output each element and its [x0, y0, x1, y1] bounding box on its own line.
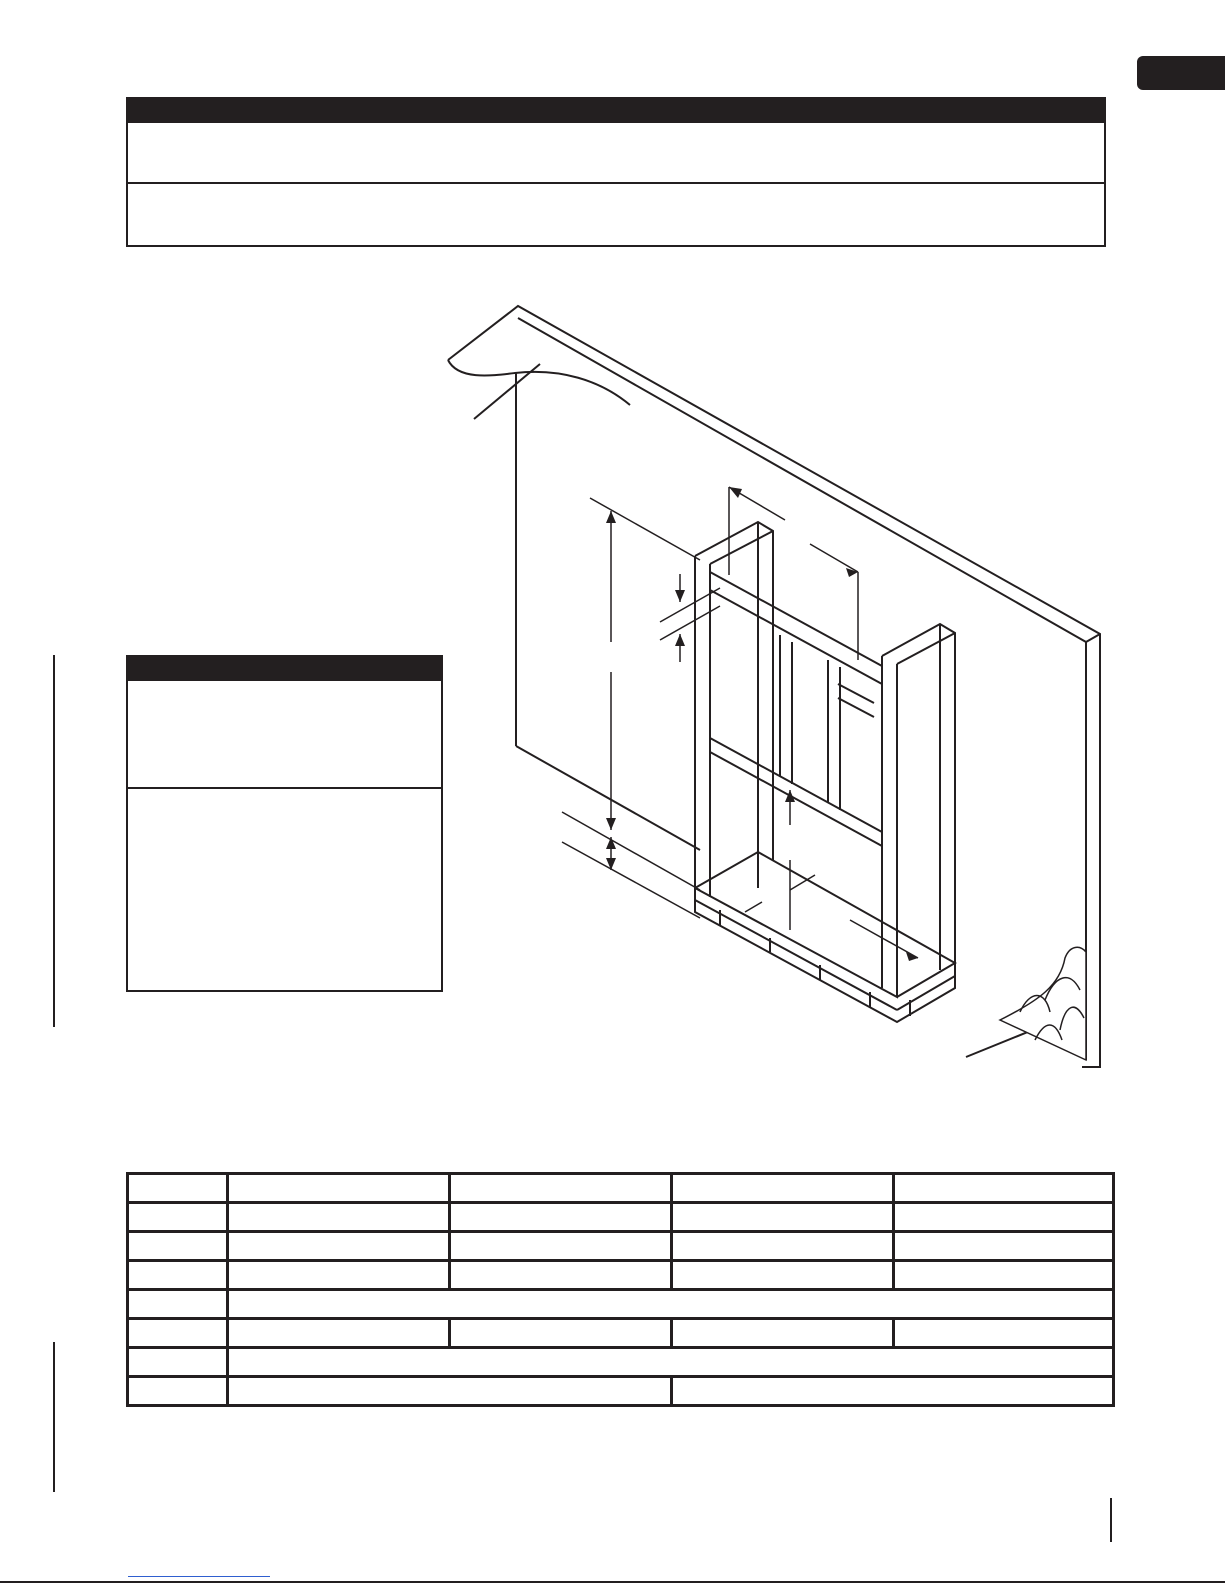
- dimension-table: [126, 1172, 1115, 1407]
- table-cell: [672, 1377, 1114, 1406]
- note-section-2: [128, 787, 441, 987]
- note-box: [126, 655, 443, 992]
- table-cell: [672, 1232, 894, 1261]
- warning-header-bar: [128, 99, 1104, 121]
- warning-section-1: [128, 121, 1104, 182]
- table-cell: [128, 1174, 228, 1203]
- table-cell: [894, 1232, 1114, 1261]
- table-row: [128, 1290, 1114, 1319]
- table-cell: [672, 1261, 894, 1290]
- table-cell: [128, 1261, 228, 1290]
- table-row: [128, 1377, 1114, 1406]
- leader-lines: [474, 364, 1045, 1057]
- table-row: [128, 1232, 1114, 1261]
- table-cell: [228, 1174, 450, 1203]
- note-header-bar: [128, 657, 441, 679]
- table-cell: [228, 1290, 1114, 1319]
- table-cell: [672, 1203, 894, 1232]
- table-cell: [894, 1261, 1114, 1290]
- revision-bar-lower: [53, 1342, 55, 1492]
- table-cell: [228, 1261, 450, 1290]
- revision-bar-upper: [53, 655, 55, 1027]
- table-cell: [128, 1290, 228, 1319]
- table-cell: [228, 1319, 450, 1348]
- dimension-lines: [562, 487, 918, 958]
- language-tab[interactable]: [1137, 56, 1225, 90]
- footer-link[interactable]: [128, 1576, 270, 1577]
- table-cell: [672, 1174, 894, 1203]
- table-cell: [450, 1232, 672, 1261]
- insulation-cutaway: [1000, 947, 1086, 1060]
- dimension-arrowheads: [606, 487, 918, 961]
- framing-enclosure: [695, 522, 955, 997]
- framing-diagram: [430, 295, 1120, 1095]
- table-cell: [450, 1261, 672, 1290]
- table-cell: [128, 1319, 228, 1348]
- table-cell: [228, 1348, 1114, 1377]
- table-cell: [128, 1377, 228, 1406]
- table-cell: [450, 1203, 672, 1232]
- note-section-1: [128, 679, 441, 787]
- table-cell: [672, 1319, 894, 1348]
- table-cell: [228, 1232, 450, 1261]
- table-cell: [128, 1203, 228, 1232]
- page-number-rule: [1110, 1498, 1112, 1542]
- table-row: [128, 1348, 1114, 1377]
- table-cell: [128, 1348, 228, 1377]
- table-row: [128, 1261, 1114, 1290]
- table-cell: [450, 1174, 672, 1203]
- base-platform: [695, 852, 955, 1022]
- table-row: [128, 1203, 1114, 1232]
- table-cell: [450, 1319, 672, 1348]
- table-cell: [128, 1232, 228, 1261]
- table-cell: [894, 1203, 1114, 1232]
- table-cell: [894, 1174, 1114, 1203]
- table-cell: [894, 1319, 1114, 1348]
- warning-section-2: [128, 182, 1104, 245]
- table-cell: [228, 1377, 672, 1406]
- table-cell: [228, 1203, 450, 1232]
- table-row: [128, 1174, 1114, 1203]
- page-bottom-rule: [0, 1581, 1225, 1583]
- table-row: [128, 1319, 1114, 1348]
- warning-box: [126, 97, 1106, 247]
